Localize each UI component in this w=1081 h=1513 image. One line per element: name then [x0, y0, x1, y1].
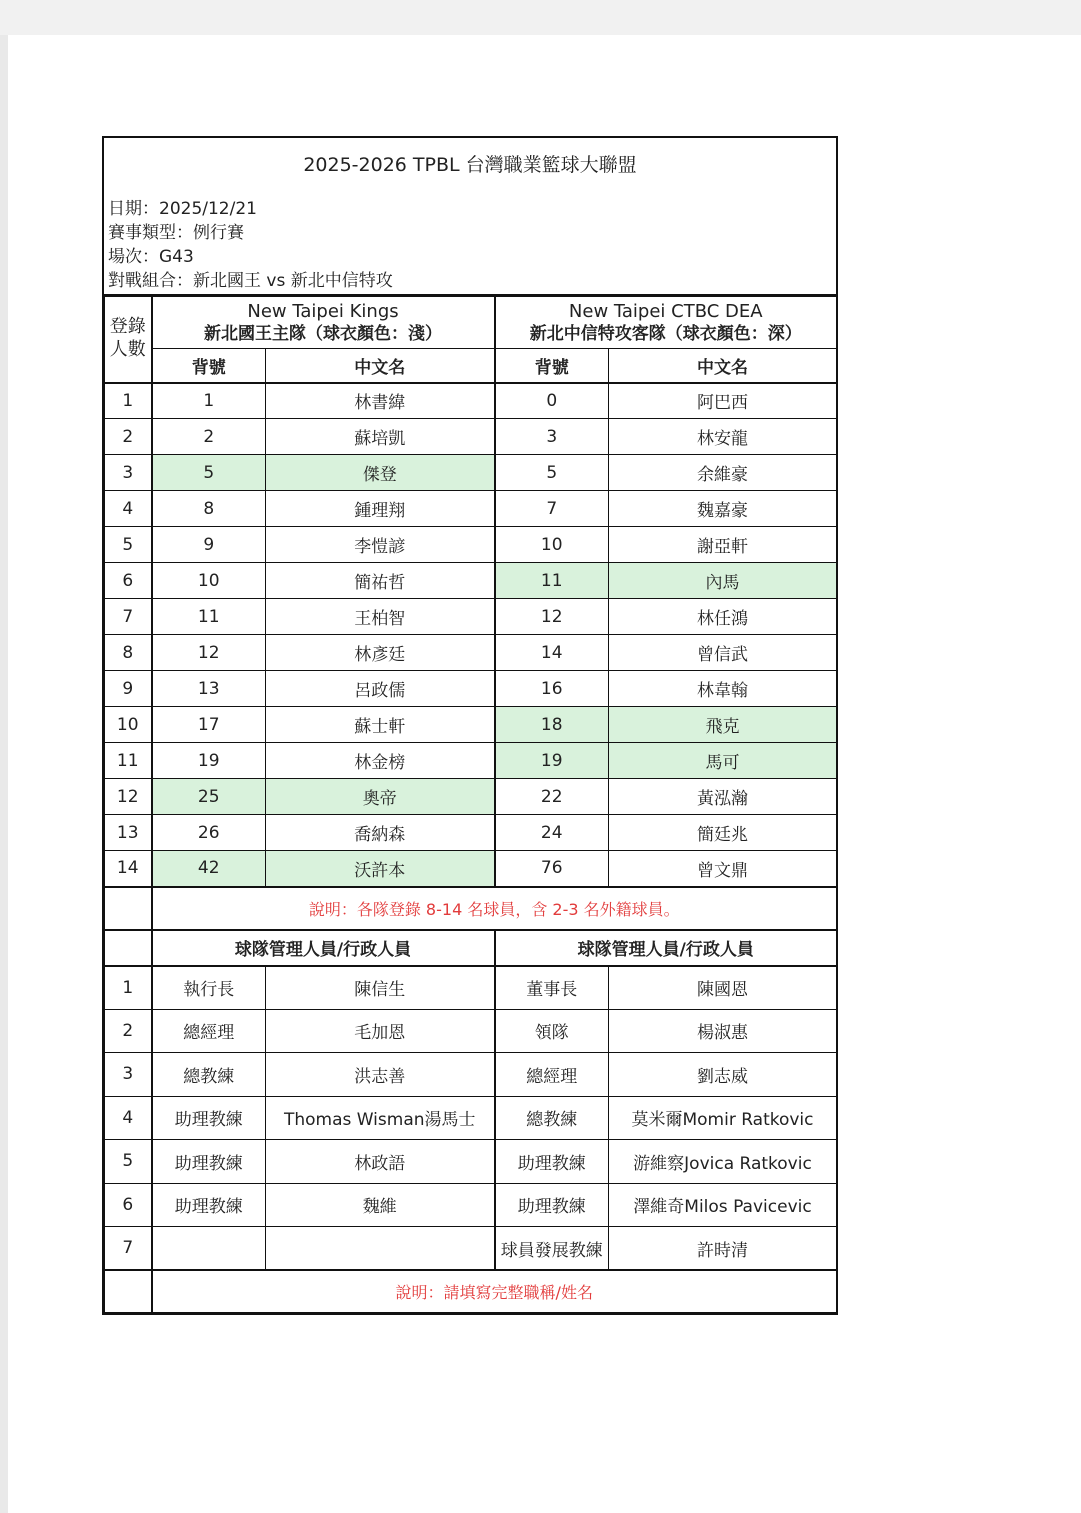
- away-staff-title: 助理教練: [495, 1140, 609, 1184]
- count-label-line1: 登錄: [109, 316, 146, 337]
- away-player-name: 曾信武: [609, 635, 837, 671]
- away-team-name-en: New Taipei CTBC DEA: [568, 300, 763, 322]
- home-jersey-number: 25: [152, 779, 266, 815]
- home-staff-title: 助理教練: [152, 1096, 266, 1140]
- roster-index: 3: [105, 455, 152, 491]
- home-jersey-number: 11: [152, 599, 266, 635]
- away-jersey-number: 10: [495, 527, 609, 563]
- roster-note-row: [105, 887, 837, 930]
- away-jersey-number: 22: [495, 779, 609, 815]
- away-staff-name: 莫米爾Momir Ratkovic: [609, 1096, 837, 1140]
- home-player-name: 奧帝: [266, 779, 495, 815]
- away-staff-name: 游維察Jovica Ratkovic: [609, 1140, 837, 1184]
- home-staff-name: 魏維: [266, 1183, 495, 1227]
- away-player-name: 林韋翰: [609, 671, 837, 707]
- home-staff-name: 毛加恩: [266, 1009, 495, 1053]
- away-team-name-zh: 新北中信特攻客隊（球衣顏色：深）: [529, 323, 802, 344]
- away-player-name: 阿巴西: [609, 383, 837, 419]
- staff-index: 3: [105, 1053, 152, 1097]
- away-number-header: 背號: [495, 349, 609, 383]
- staff-row: [105, 1227, 837, 1271]
- roster-row: [105, 563, 837, 599]
- away-jersey-number: 14: [495, 635, 609, 671]
- home-jersey-number: 42: [152, 851, 266, 887]
- home-staff-title: 執行長: [152, 966, 266, 1010]
- roster-index: 7: [105, 599, 152, 635]
- home-staff-name: [266, 1227, 495, 1271]
- roster-body: [105, 383, 837, 887]
- staff-row: [105, 1053, 837, 1097]
- column-header-row: [105, 349, 837, 383]
- away-name-header: 中文名: [609, 349, 837, 383]
- away-player-name: 余維豪: [609, 455, 837, 491]
- home-player-name: 王柏智: [266, 599, 495, 635]
- home-player-name: 林金榜: [266, 743, 495, 779]
- staff-note-row: [105, 1270, 837, 1312]
- staff-row: [105, 1140, 837, 1184]
- home-jersey-number: 26: [152, 815, 266, 851]
- home-player-name: 林彥廷: [266, 635, 495, 671]
- roster-form: [102, 136, 838, 1315]
- home-jersey-number: 12: [152, 635, 266, 671]
- roster-row: [105, 743, 837, 779]
- away-jersey-number: 11: [495, 563, 609, 599]
- staff-header-blank: [105, 930, 152, 966]
- roster-row: [105, 455, 837, 491]
- home-player-name: 蘇士軒: [266, 707, 495, 743]
- away-staff-title: 球員發展教練: [495, 1227, 609, 1271]
- home-staff-name: 陳信生: [266, 966, 495, 1010]
- home-jersey-number: 9: [152, 527, 266, 563]
- roster-index: 13: [105, 815, 152, 851]
- home-number-header: 背號: [152, 349, 266, 383]
- home-player-name: 沃許本: [266, 851, 495, 887]
- roster-table: [104, 296, 837, 1313]
- home-jersey-number: 2: [152, 419, 266, 455]
- roster-row: [105, 599, 837, 635]
- roster-index: 11: [105, 743, 152, 779]
- home-team-name-zh: 新北國王主隊（球衣顏色：淺）: [204, 323, 442, 344]
- away-staff-name: 澤維奇Milos Pavicevic: [609, 1183, 837, 1227]
- roster-index: 1: [105, 383, 152, 419]
- roster-note: 說明：各隊登錄 8-14 名球員，含 2-3 名外籍球員。: [152, 887, 837, 930]
- away-staff-title: 董事長: [495, 966, 609, 1010]
- roster-index: 5: [105, 527, 152, 563]
- staff-row: [105, 1183, 837, 1227]
- home-staff-title: [152, 1227, 266, 1271]
- away-player-name: 飛克: [609, 707, 837, 743]
- home-player-name: 李愷諺: [266, 527, 495, 563]
- away-staff-name: 楊淑惠: [609, 1009, 837, 1053]
- home-staff-title: 總經理: [152, 1009, 266, 1053]
- form-header: [104, 138, 836, 296]
- away-player-name: 曾文鼎: [609, 851, 837, 887]
- top-strip: [0, 0, 1081, 35]
- league-title: 2025-2026 TPBL 台灣職業籃球大聯盟: [303, 154, 637, 176]
- away-jersey-number: 3: [495, 419, 609, 455]
- home-player-name: 喬納森: [266, 815, 495, 851]
- roster-index: 4: [105, 491, 152, 527]
- home-jersey-number: 8: [152, 491, 266, 527]
- away-staff-title: 助理教練: [495, 1183, 609, 1227]
- roster-note-blank: [105, 887, 152, 930]
- staff-index: 1: [105, 966, 152, 1010]
- roster-row: [105, 419, 837, 455]
- date-line: 日期：2025/12/21: [108, 199, 257, 219]
- away-staff-title: 總教練: [495, 1096, 609, 1140]
- home-jersey-number: 13: [152, 671, 266, 707]
- roster-row: [105, 491, 837, 527]
- staff-row: [105, 1009, 837, 1053]
- team-header-row: [105, 297, 837, 349]
- away-staff-title: 領隊: [495, 1009, 609, 1053]
- home-jersey-number: 10: [152, 563, 266, 599]
- away-jersey-number: 5: [495, 455, 609, 491]
- home-player-name: 蘇培凱: [266, 419, 495, 455]
- roster-index: 6: [105, 563, 152, 599]
- home-player-name: 鍾理翔: [266, 491, 495, 527]
- away-player-name: 林任鴻: [609, 599, 837, 635]
- home-jersey-number: 5: [152, 455, 266, 491]
- roster-row: [105, 707, 837, 743]
- away-player-name: 內馬: [609, 563, 837, 599]
- game-type-line: 賽事類型：例行賽: [108, 223, 244, 243]
- staff-index: 4: [105, 1096, 152, 1140]
- away-jersey-number: 18: [495, 707, 609, 743]
- away-staff-name: 許時清: [609, 1227, 837, 1271]
- home-jersey-number: 19: [152, 743, 266, 779]
- away-jersey-number: 16: [495, 671, 609, 707]
- staff-note: 說明：請填寫完整職稱/姓名: [152, 1270, 837, 1312]
- away-player-name: 魏嘉豪: [609, 491, 837, 527]
- away-jersey-number: 7: [495, 491, 609, 527]
- count-label: [105, 297, 152, 383]
- away-jersey-number: 76: [495, 851, 609, 887]
- away-player-name: 簡廷兆: [609, 815, 837, 851]
- home-staff-title: 助理教練: [152, 1140, 266, 1184]
- home-player-name: 簡祐哲: [266, 563, 495, 599]
- away-player-name: 黃泓瀚: [609, 779, 837, 815]
- away-jersey-number: 24: [495, 815, 609, 851]
- away-jersey-number: 19: [495, 743, 609, 779]
- roster-row: [105, 635, 837, 671]
- staff-index: 2: [105, 1009, 152, 1053]
- matchup-line: 對戰組合：新北國王 vs 新北中信特攻: [108, 271, 393, 291]
- away-jersey-number: 0: [495, 383, 609, 419]
- home-staff-title: 總教練: [152, 1053, 266, 1097]
- roster-row: [105, 527, 837, 563]
- roster-row: [105, 383, 837, 419]
- away-staff-name: 劉志威: [609, 1053, 837, 1097]
- roster-index: 8: [105, 635, 152, 671]
- roster-index: 9: [105, 671, 152, 707]
- roster-index: 2: [105, 419, 152, 455]
- home-player-name: 林書緯: [266, 383, 495, 419]
- away-player-name: 謝亞軒: [609, 527, 837, 563]
- staff-row: [105, 1096, 837, 1140]
- away-team-header: [495, 297, 837, 349]
- staff-header-row: [105, 930, 837, 966]
- home-staff-name: 洪志善: [266, 1053, 495, 1097]
- home-jersey-number: 17: [152, 707, 266, 743]
- home-staff-name: 林政語: [266, 1140, 495, 1184]
- staff-index: 5: [105, 1140, 152, 1184]
- home-staff-header: 球隊管理人員/行政人員: [152, 930, 495, 966]
- count-label-line2: 人數: [109, 339, 146, 360]
- home-jersey-number: 1: [152, 383, 266, 419]
- away-staff-name: 陳國恩: [609, 966, 837, 1010]
- home-staff-title: 助理教練: [152, 1183, 266, 1227]
- roster-row: [105, 815, 837, 851]
- staff-body: [105, 966, 837, 1271]
- staff-row: [105, 966, 837, 1010]
- game-number-line: 場次：G43: [108, 247, 194, 267]
- roster-row: [105, 851, 837, 887]
- away-player-name: 馬可: [609, 743, 837, 779]
- away-player-name: 林安龍: [609, 419, 837, 455]
- home-player-name: 傑登: [266, 455, 495, 491]
- staff-index: 6: [105, 1183, 152, 1227]
- away-staff-header: 球隊管理人員/行政人員: [495, 930, 837, 966]
- roster-index: 14: [105, 851, 152, 887]
- home-staff-name: Thomas Wisman湯馬士: [266, 1096, 495, 1140]
- roster-row: [105, 779, 837, 815]
- home-player-name: 呂政儒: [266, 671, 495, 707]
- away-jersey-number: 12: [495, 599, 609, 635]
- home-team-header: [152, 297, 495, 349]
- roster-row: [105, 671, 837, 707]
- away-staff-title: 總經理: [495, 1053, 609, 1097]
- staff-note-blank: [105, 1270, 152, 1312]
- home-team-name-en: New Taipei Kings: [247, 300, 399, 322]
- roster-index: 10: [105, 707, 152, 743]
- staff-index: 7: [105, 1227, 152, 1271]
- home-name-header: 中文名: [266, 349, 495, 383]
- roster-index: 12: [105, 779, 152, 815]
